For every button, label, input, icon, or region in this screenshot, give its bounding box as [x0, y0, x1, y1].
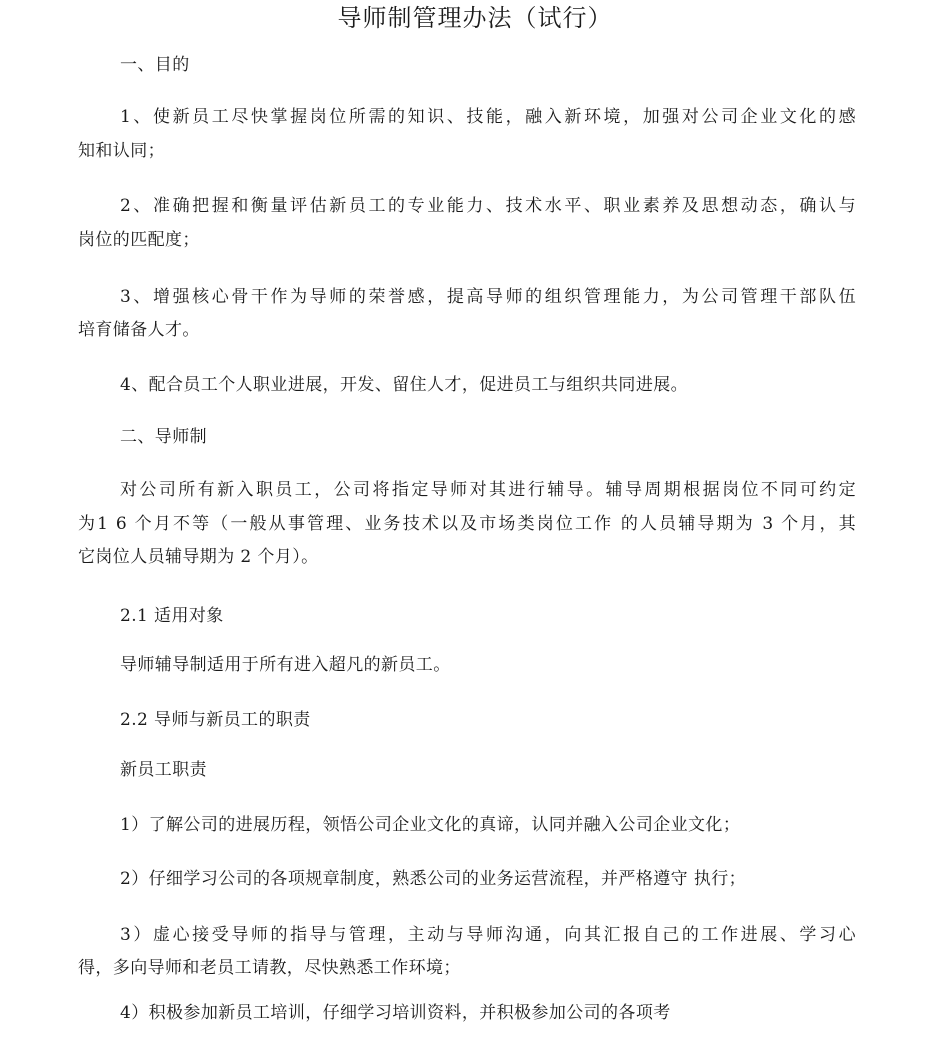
subsection-heading-duties: 2.2 导师与新员工的职责 — [120, 710, 311, 730]
section-heading-mentorship: 二、导师制 — [120, 427, 207, 447]
section-heading-purpose: 一、目的 — [120, 55, 190, 75]
subsection-heading-scope: 2.1 适用对象 — [120, 606, 224, 626]
duty-item-4: 4）积极参加新员工培训，仔细学习培训资料，并积极参加公司的各项考 — [120, 1003, 671, 1023]
purpose-item-1-line2: 知和认同； — [78, 141, 165, 161]
purpose-item-4: 4、配合员工个人职业进展，开发、留住人才，促进员工与组织共同进展。 — [120, 375, 689, 395]
mentorship-intro-line3: 它岗位人员辅导期为 2 个月）。 — [78, 547, 319, 567]
duty-item-2: 2）仔细学习公司的各项规章制度，熟悉公司的业务运营流程，并严格遵守 执行； — [120, 869, 747, 889]
mentorship-intro-line2: 为1 6 个月不等（一般从事管理、业务技术以及市场类岗位工作 的人员辅导期为 3 个月，其 — [78, 514, 856, 534]
mentorship-intro-line1: 对公司所有新入职员工，公司将指定导师对其进行辅导。辅导周期根据岗位不同可约定 — [120, 480, 856, 500]
purpose-item-3-line1: 3、增强核心骨干作为导师的荣誉感，提高导师的组织管理能力，为公司管理干部队伍 — [120, 287, 856, 307]
new-employee-duties-label: 新员工职责 — [120, 760, 207, 780]
scope-text: 导师辅导制适用于所有进入超凡的新员工。 — [120, 655, 451, 675]
purpose-item-1-line1: 1、使新员工尽快掌握岗位所需的知识、技能，融入新环境，加强对公司企业文化的感 — [120, 107, 856, 127]
document-title: 导师制管理办法（试行） — [337, 4, 613, 32]
purpose-item-2-line1: 2、准确把握和衡量评估新员工的专业能力、技术水平、职业素养及思想动态，确认与 — [120, 196, 856, 216]
duty-item-3-line1: 3）虚心接受导师的指导与管理，主动与导师沟通，向其汇报自己的工作进展、学习心 — [120, 925, 856, 945]
duty-item-1: 1）了解公司的进展历程，领悟公司企业文化的真谛，认同并融入公司企业文化； — [120, 815, 741, 835]
purpose-item-3-line2: 培育储备人才。 — [78, 320, 200, 340]
duty-item-3-line2: 得，多向导师和老员工请教，尽快熟悉工作环境； — [78, 958, 461, 978]
purpose-item-2-line2: 岗位的匹配度； — [78, 230, 200, 250]
